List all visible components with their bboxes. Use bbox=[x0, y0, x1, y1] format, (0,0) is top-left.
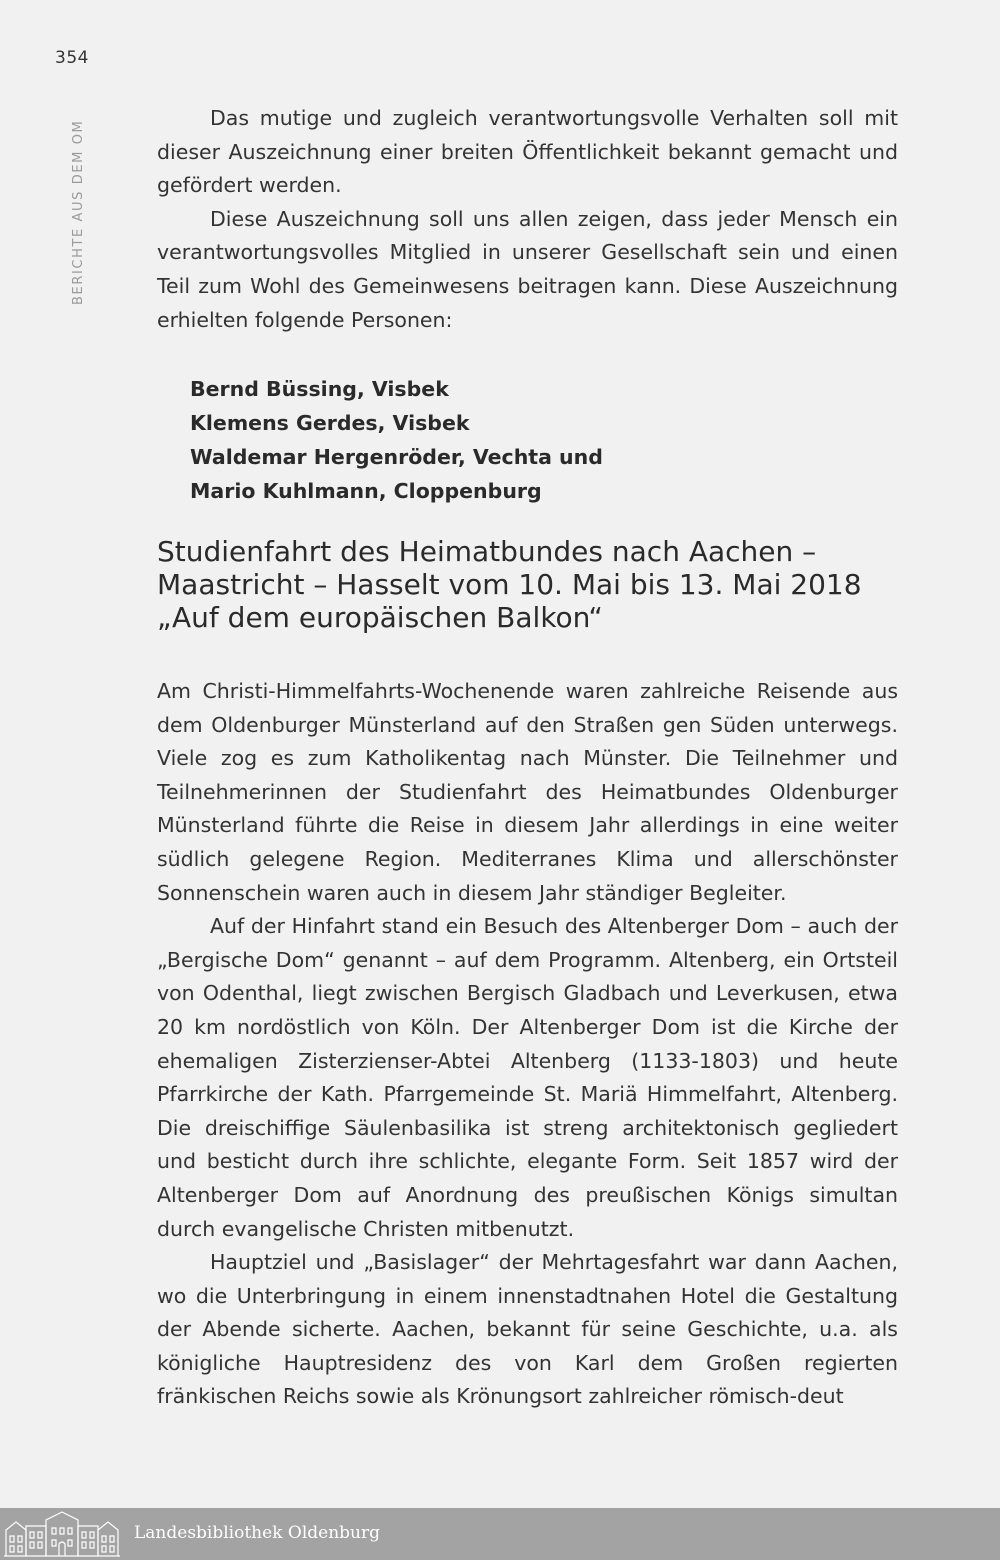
article-paragraph: Auf der Hinfahrt stand ein Besuch des Altenberger Dom – auch der „Bergische Dom“ genannt – auf dem Programm. Altenberg, ein Ortsteil von Odenthal, liegt zwischen Bergisch Gladbach und Leverkusen, etwa 20 km nordöstlich von Köln. Der Altenberger Dom ist die Kirche der ehemaligen Zisterzienser-Abtei Altenberg (1133-1803) und heute Pfarrkirche der Kath. Pfarrgemeinde St. Mariä Himmelfahrt, Altenberg. Die dreischiffige Säulenbasilika ist streng architektonisch gegliedert und besticht durch ihre schlichte, elegante Form. Seit 1857 wird der Altenberger Dom auf Anordnung des preußischen Königs simultan durch evangelische Christen mitbenutzt. bbox=[157, 914, 898, 1241]
honoree-name: Waldemar Hergenröder, Vechta und bbox=[190, 445, 603, 469]
intro-text bbox=[157, 102, 898, 337]
intro-paragraph: Diese Auszeichnung soll uns allen zeigen, dass jeder Mensch ein verantwortungsvolles Mitglied in unserer Gesellschaft sein und einen Teil zum Wohl des Gemeinwesens beitragen kann. Diese Auszeichnung erhielten folgende Personen: bbox=[157, 206, 898, 332]
heading-line: Maastricht – Hasselt vom 10. Mai bis 13. Mai 2018 bbox=[157, 568, 862, 601]
intro-paragraph: Das mutige und zugleich verantwortungsvolle Verhalten soll mit dieser Auszeichnung einer breiten Öffentlichkeit bekannt gemacht und gefördert werden. bbox=[157, 106, 898, 198]
library-building-icon bbox=[2, 1510, 122, 1558]
library-footer bbox=[0, 1508, 1000, 1560]
section-heading bbox=[157, 535, 917, 634]
honoree-name: Bernd Büssing, Visbek bbox=[190, 377, 449, 401]
heading-line: „Auf dem europäischen Balkon“ bbox=[157, 601, 603, 634]
page-number: 354 bbox=[55, 48, 89, 68]
heading-line: Studienfahrt des Heimatbundes nach Aachen – bbox=[157, 535, 817, 568]
honoree-name: Klemens Gerdes, Visbek bbox=[190, 411, 470, 435]
article-paragraph: Am Christi-Himmelfahrts-Wochenende waren zahlreiche Reisende aus dem Oldenburger Münsterland auf den Straßen gen Süden unterwegs. Viele zog es zum Katholikentag nach Münster. Die Teilnehmer und Teilnehmerinnen der Studienfahrt des Heimatbundes Oldenburger Münsterland führte die Reise in diesem Jahr allerdings in eine weiter südlich gelegene Region. Mediterranes Klima und allerschönster Sonnenschein waren auch in diesem Jahr ständiger Begleiter. bbox=[157, 679, 898, 905]
article-paragraph: Hauptziel und „Basislager“ der Mehrtagesfahrt war dann Aachen, wo die Unterbringung in einem innenstadtnahen Hotel die Gestaltung der Abende sicherte. Aachen, bekannt für seine Geschichte, u.a. als königliche Hauptresidenz des von Karl dem Großen regierten fränkischen Reichs sowie als Krönungsort zahlreicher römisch-deut bbox=[157, 1250, 898, 1409]
article-text bbox=[157, 675, 898, 1414]
honoree-list bbox=[190, 372, 603, 508]
running-head: BERICHTE AUS DEM OM bbox=[71, 119, 86, 305]
library-name: Landesbibliothek Oldenburg bbox=[134, 1523, 381, 1543]
honoree-name: Mario Kuhlmann, Cloppenburg bbox=[190, 479, 542, 503]
